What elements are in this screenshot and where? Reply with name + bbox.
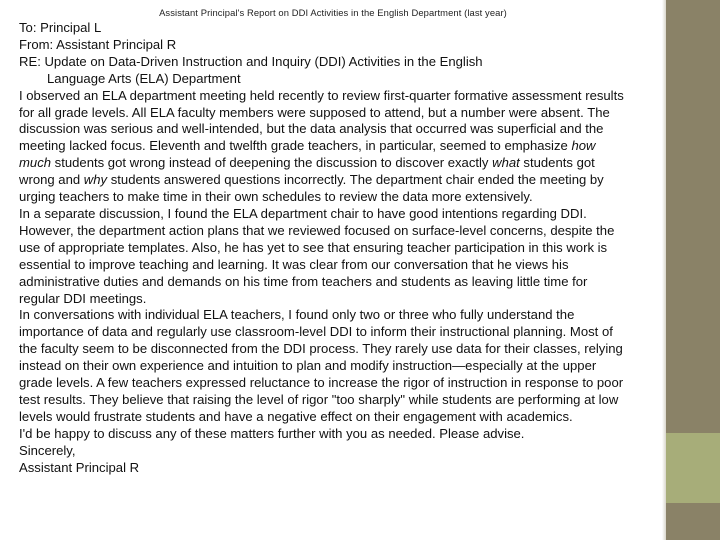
signature: Assistant Principal R bbox=[19, 459, 140, 475]
emphasis-how-much: how much bbox=[19, 138, 596, 171]
emphasis-what: what bbox=[492, 155, 520, 171]
observation-text-1: I observed an ELA department meeting held recently to review first-quarter formative assessment results for all grade levels. All ELA faculty members were supposed to attend, but a number were absent. The discussion was serious and well-intended, but the data analysis that occurred was superficial and the meeting lacked focus. Eleventh and twelfth grade teachers, in particular, seemed to emphasize bbox=[19, 87, 624, 154]
department-chair-paragraph: In a separate discussion, I found the ELA department chair to have good intentions regarding DDI. However, the department action plans that we reviewed focused on surface-level concerns, despite the use of appropriate templates. Also, he has yet to see that ensuring teacher participation in this work is essential to improve teaching and learning. It was clear from our conversation that he views his administrative duties and demands on his time from teachers and students as leaving little time for regular DDI meetings. bbox=[19, 205, 615, 306]
emphasis-why: why bbox=[83, 172, 108, 188]
sidebar-block-accent bbox=[666, 433, 720, 503]
memo-from-line: From: Assistant Principal R bbox=[19, 36, 177, 52]
memo-to-line: To: Principal L bbox=[19, 20, 102, 35]
decorative-sidebar bbox=[666, 0, 720, 540]
memo-re-line-continued: Language Arts (ELA) Department bbox=[47, 70, 241, 86]
closing-paragraph: I'd be happy to discuss any of these matters further with you as needed. Please advise. bbox=[19, 425, 525, 441]
sidebar-block-bottom bbox=[666, 503, 720, 540]
sidebar-block-top bbox=[666, 0, 720, 433]
memo-re-line: RE: Update on Data-Driven Instruction and Inquiry (DDI) Activities in the English bbox=[19, 53, 483, 69]
observation-paragraph bbox=[19, 88, 631, 206]
observation-text-2: students got wrong instead of deepening the discussion to discover exactly bbox=[51, 155, 493, 171]
teacher-conversations-paragraph: In conversations with individual ELA teachers, I found only two or three who fully understand the importance of data and regularly use classroom-level DDI to inform their instructional planning. Most of the faculty seem to be disconnected from the DDI process. They rarely use data for their classes, relying instead on their own experience and intuition to plan and modify instruction—especially at the upper grade levels. A few teachers expressed reluctance to increase the rigor of instruction in response to poor test results. They believe that raising the level of rigor "too sharply" while students are performing at low levels would frustrate students and have a negative effect on their engagement with academics. bbox=[19, 307, 624, 424]
signoff: Sincerely, bbox=[19, 442, 76, 458]
observation-text-3: students got wrong and bbox=[19, 155, 595, 188]
page-header: Assistant Principal's Report on DDI Activities in the English Department (last year) bbox=[159, 7, 507, 18]
observation-text-4: students answered questions incorrectly. The department chair ended the meeting by urging teachers to make time in their own schedules to review the data more extensively. bbox=[19, 172, 604, 205]
memo-body bbox=[19, 20, 631, 476]
